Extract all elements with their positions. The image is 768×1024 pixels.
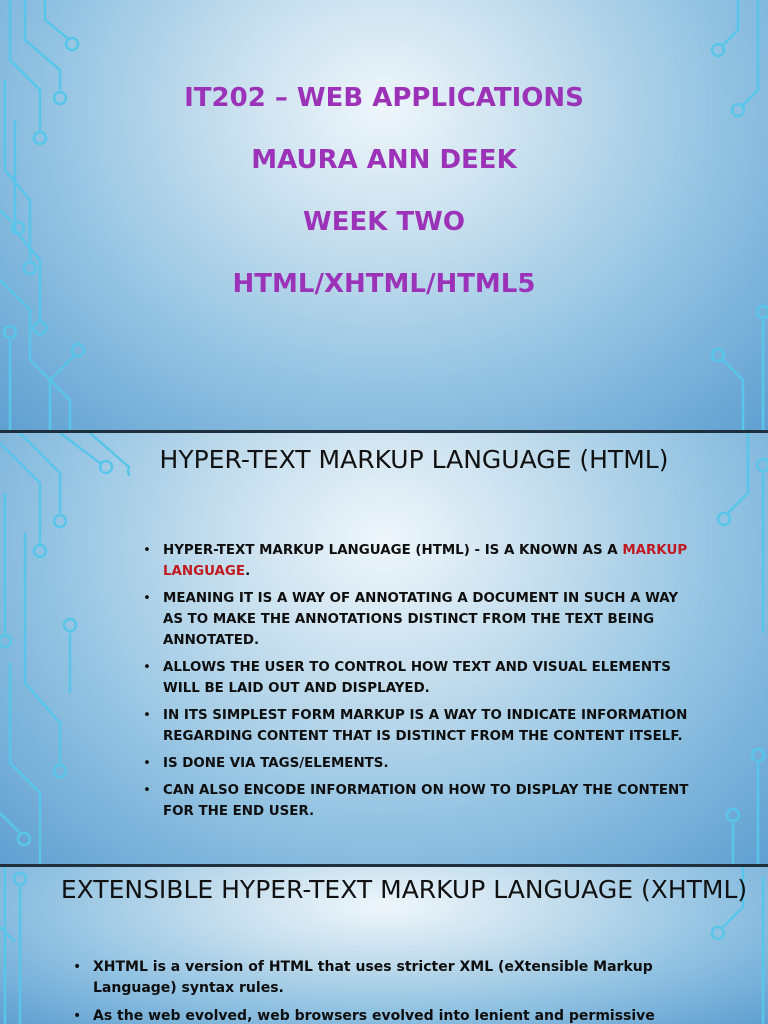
bullet-list bbox=[73, 957, 693, 1024]
circuit-decoration-right bbox=[698, 433, 768, 864]
list-item: • MEANING IT IS A WAY OF ANNOTATING A DOCUMENT IN SUCH A WAY AS TO MAKE THE ANNOTATIONS DISTINCT FROM THE TEXT BEING ANNOTATED. bbox=[143, 588, 691, 651]
list-item: • ALLOWS THE USER TO CONTROL HOW TEXT AND VISUAL ELEMENTS WILL BE LAID OUT AND DISPLAYED. bbox=[143, 657, 691, 699]
title-slide bbox=[0, 0, 768, 430]
week-label: WEEK TWO bbox=[303, 207, 465, 237]
slide-title: EXTENSIBLE HYPER-TEXT MARKUP LANGUAGE (XHTML) bbox=[60, 875, 748, 904]
bullet-text-suffix: . bbox=[245, 564, 251, 579]
list-item bbox=[143, 540, 691, 582]
slide-title: HYPER-TEXT MARKUP LANGUAGE (HTML) bbox=[159, 445, 669, 474]
bullet-text: HYPER-TEXT MARKUP LANGUAGE (HTML) - IS A KNOWN AS A bbox=[163, 543, 623, 558]
html-slide bbox=[0, 433, 768, 864]
list-item: • XHTML is a version of HTML that uses stricter XML (eXtensible Markup Language) syntax rules. bbox=[73, 957, 693, 999]
title-block bbox=[0, 78, 768, 326]
course-title: IT202 – WEB APPLICATIONS bbox=[184, 83, 584, 113]
list-item: • IN ITS SIMPLEST FORM MARKUP IS A WAY TO INDICATE INFORMATION REGARDING CONTENT THAT IS DISTINCT FROM THE CONTENT ITSELF. bbox=[143, 705, 691, 747]
xhtml-slide bbox=[0, 867, 768, 1024]
author-name: MAURA ANN DEEK bbox=[251, 145, 517, 175]
highlighted-term: MARKUP LANGUAGE bbox=[163, 543, 688, 579]
bullet-list bbox=[143, 540, 691, 828]
topic-label: HTML/XHTML/HTML5 bbox=[232, 269, 536, 299]
list-item: • IS DONE VIA TAGS/ELEMENTS. bbox=[143, 753, 691, 774]
list-item: • As the web evolved, web browsers evolved into lenient and permissive bbox=[73, 1006, 693, 1024]
circuit-decoration-left bbox=[0, 433, 130, 864]
list-item: • CAN ALSO ENCODE INFORMATION ON HOW TO DISPLAY THE CONTENT FOR THE END USER. bbox=[143, 780, 691, 822]
